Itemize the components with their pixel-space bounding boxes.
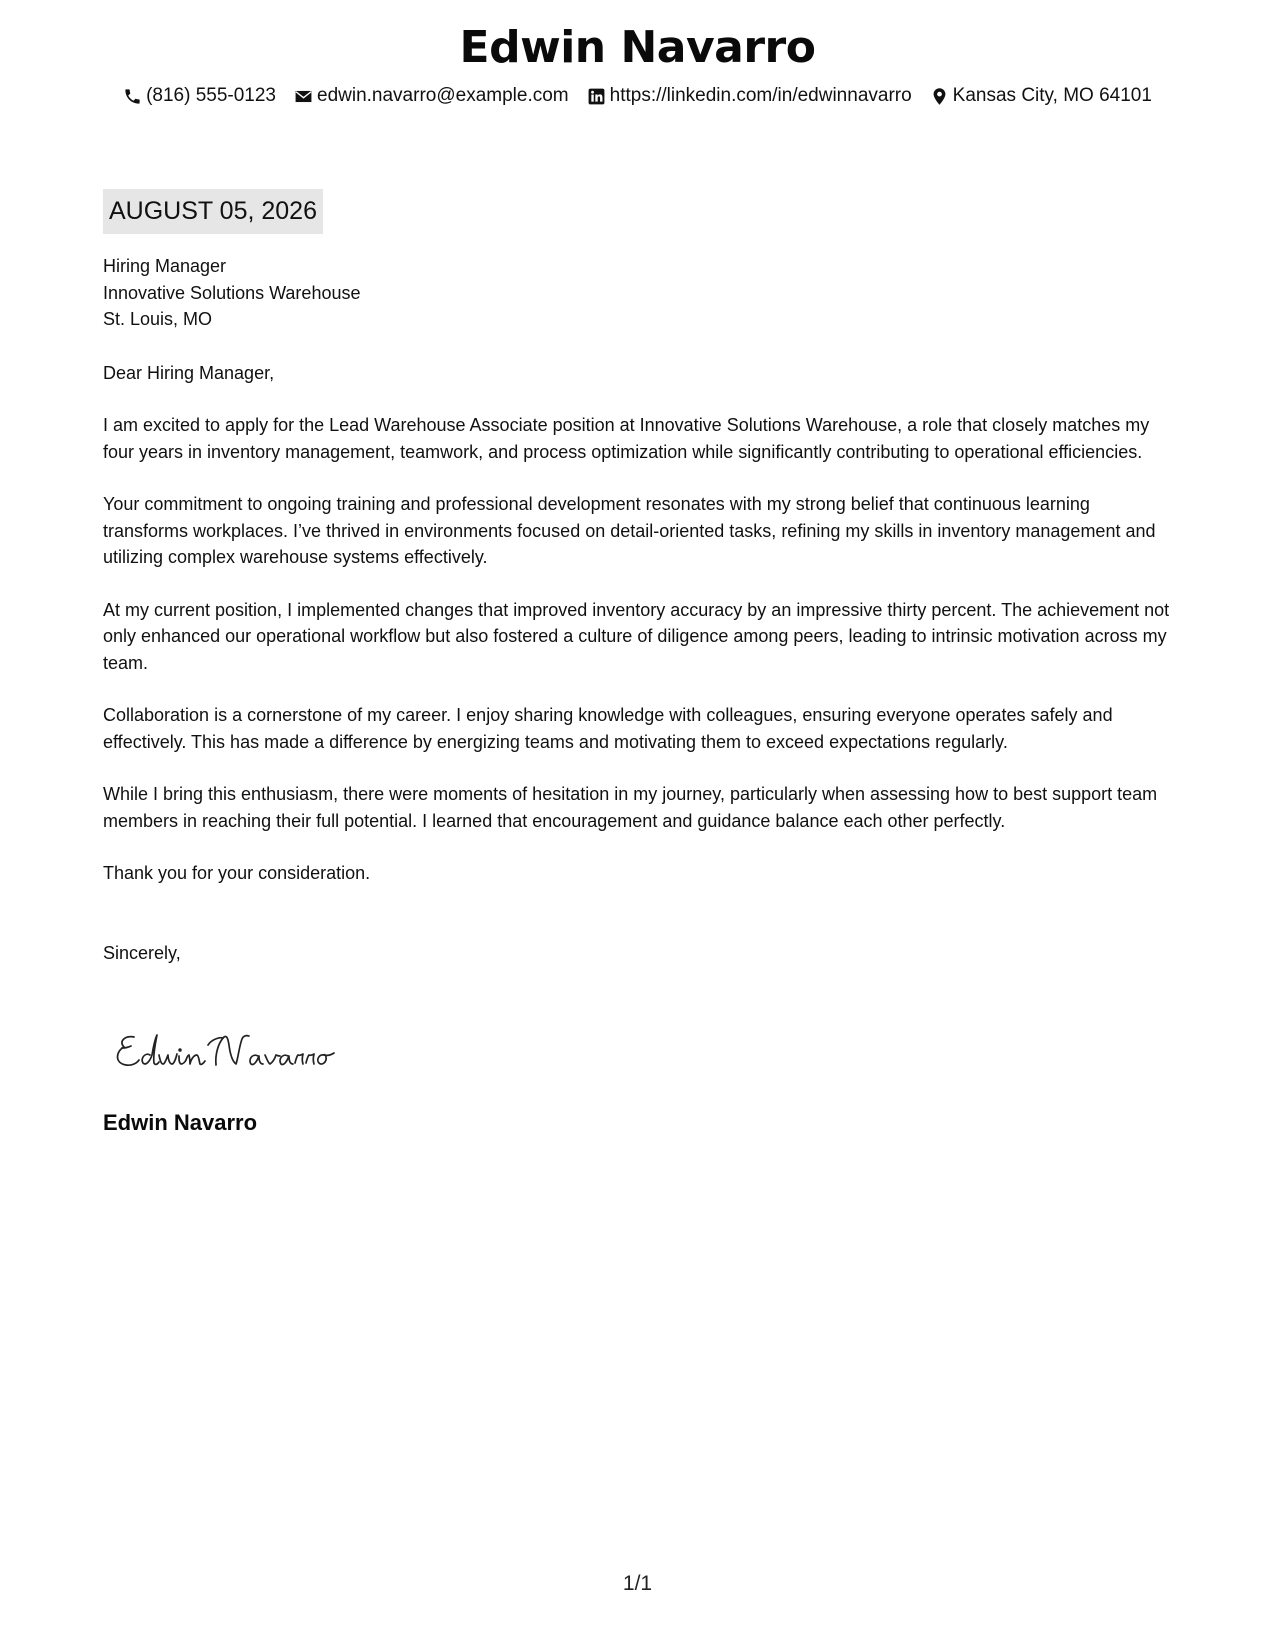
letter-header bbox=[0, 18, 1275, 108]
body-paragraph: At my current position, I implemented changes that improved inventory accuracy by an impressive thirty percent. The achievement not only enhanced our operational workflow but also fostered a culture of diligence among peers, leading to intrinsic motivation across my team. bbox=[103, 599, 1170, 673]
email-text[interactable]: edwin.navarro@example.com bbox=[317, 85, 569, 106]
letter-date: AUGUST 05, 2026 bbox=[103, 189, 323, 234]
contact-phone bbox=[123, 84, 276, 108]
body-paragraph: While I bring this enthusiasm, there were moments of hesitation in my journey, particularly when assessing how to best support team members in reaching their full potential. I learned that encouragement and guidance balance each other perfectly. bbox=[103, 784, 1158, 831]
letter-body bbox=[103, 253, 1178, 966]
contact-location bbox=[930, 84, 1152, 108]
recipient-company: Innovative Solutions Warehouse bbox=[103, 282, 361, 303]
contact-bar bbox=[0, 84, 1275, 108]
linkedin-icon bbox=[587, 87, 606, 106]
applicant-name: Edwin Navarro bbox=[459, 22, 816, 73]
envelope-icon bbox=[294, 87, 313, 106]
body-paragraph: I am excited to apply for the Lead Warehouse Associate position at Innovative Solutions Warehouse, a role that closely matches my four years in inventory management, teamwork, and process optimization while significantly contributing to operational efficiencies. bbox=[103, 415, 1150, 462]
handwritten-signature bbox=[112, 1025, 362, 1075]
recipient-title: Hiring Manager bbox=[103, 256, 227, 276]
signoff: Sincerely, bbox=[103, 942, 181, 963]
salutation: Dear Hiring Manager, bbox=[103, 362, 275, 383]
phone-icon bbox=[123, 87, 142, 106]
phone-text: (816) 555-0123 bbox=[146, 85, 276, 106]
body-paragraph: Collaboration is a cornerstone of my career. I enjoy sharing knowledge with colleagues, ensuring everyone operates safely and effectively. This has made a difference by energizing teams and motivating them to exceed expectations regularly. bbox=[103, 705, 1113, 752]
body-paragraph: Your commitment to ongoing training and professional development resonates with my strong belief that continuous learning transforms workplaces. I’ve thrived in environments focused on detail-oriented tasks, refining my skills in inventory management and utilizing complex warehouse systems effectively. bbox=[103, 494, 1156, 567]
signed-name: Edwin Navarro bbox=[103, 1110, 258, 1135]
closing-line: Thank you for your consideration. bbox=[103, 863, 371, 883]
map-pin-icon bbox=[930, 87, 949, 106]
recipient-location: St. Louis, MO bbox=[103, 309, 213, 329]
location-text: Kansas City, MO 64101 bbox=[952, 85, 1152, 106]
recipient-block bbox=[103, 253, 1178, 333]
linkedin-text[interactable]: https://linkedin.com/in/edwinnavarro bbox=[609, 85, 912, 106]
contact-email[interactable] bbox=[294, 84, 569, 108]
contact-linkedin[interactable] bbox=[587, 84, 912, 108]
page-number: 1/1 bbox=[622, 1572, 653, 1595]
